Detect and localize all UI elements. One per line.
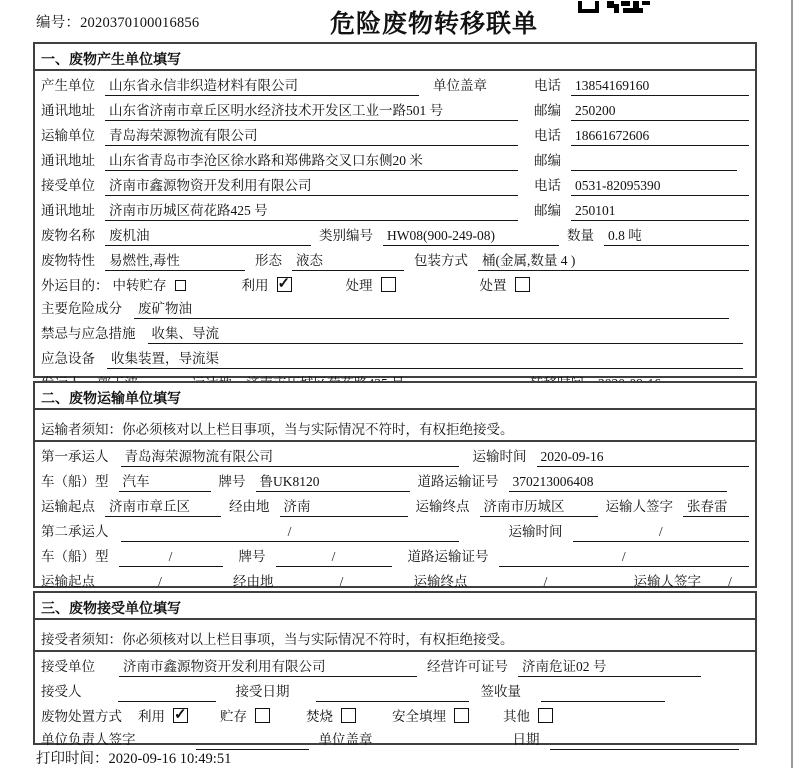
disposal-option-use xyxy=(138,705,188,725)
second-carrier-row xyxy=(41,517,749,542)
section-waste-producer xyxy=(33,42,757,378)
waste-traits-row xyxy=(41,246,749,271)
section3-title: 三、废物接受单位填写 xyxy=(35,593,755,620)
section1-title: 一、废物产生单位填写 xyxy=(35,44,755,71)
produce-unit-value: 山东省永信非织造材料有限公司 xyxy=(105,74,419,96)
taboo-measures-row xyxy=(41,319,749,344)
receiver-notice: 接受者须知：你必须核对以上栏目事项，当与实际情况不符时，有权拒绝接受。 xyxy=(35,620,755,652)
section-waste-receiver xyxy=(33,591,757,745)
receiver-address-value: 济南市历城区荷花路425 号 xyxy=(105,199,518,221)
waste-category-label: 类别编号 xyxy=(319,228,373,243)
package-label: 包装方式 xyxy=(414,253,468,268)
received-qty-label: 签收量 xyxy=(480,684,521,699)
hazard-component-value: 废矿物油 xyxy=(134,297,729,319)
carrier-tel-label: 电话 xyxy=(534,128,561,143)
route2-start-label: 运输起点 xyxy=(41,574,95,589)
disposal-option-label: 利用 xyxy=(138,709,165,724)
hazard-component-row xyxy=(41,294,749,319)
receive-unit-row xyxy=(41,652,749,677)
license-label: 经营许可证号 xyxy=(427,659,508,674)
route-via-value: 济南 xyxy=(280,495,408,517)
accept-date-label: 接受日期 xyxy=(235,684,290,699)
license-value: 济南危证02 号 xyxy=(518,655,701,677)
qr-code-icon xyxy=(578,0,650,18)
first-carrier-value: 青岛海荣源物流有限公司 xyxy=(121,445,459,467)
purpose-option-use xyxy=(242,274,292,294)
waste-name-label: 废物名称 xyxy=(41,228,95,243)
hazard-component-label: 主要危险成分 xyxy=(41,301,122,316)
carrier-address-row xyxy=(41,146,749,171)
accept-date-value xyxy=(316,684,469,702)
accept-row xyxy=(41,677,749,702)
disposal-option-label: 贮存 xyxy=(220,709,247,724)
purpose-option-label: 利用 xyxy=(241,278,269,293)
second-carrier-label: 第二承运人 xyxy=(41,524,109,539)
checkbox-icon xyxy=(175,280,186,291)
carrier-zip-value xyxy=(571,153,737,171)
produce-address-row xyxy=(41,96,749,121)
carrier-address-value: 山东省青岛市李沧区徐水路和郑佛路交叉口东侧20 米 xyxy=(105,149,518,171)
disposal-method-row xyxy=(41,702,749,725)
doc-number-value: 2020370100016856 xyxy=(80,15,200,31)
waste-form-label: 形态 xyxy=(255,253,282,268)
disposal-option-storage xyxy=(220,705,270,725)
doc-number-line xyxy=(36,11,199,32)
taboo-measures-label: 禁忌与应急措施 xyxy=(41,326,136,341)
route2-end-label: 运输终点 xyxy=(413,574,468,589)
receiver-address-row xyxy=(41,196,749,221)
purpose-option-transfer-storage xyxy=(113,274,186,294)
second-carrier-value: / xyxy=(121,524,459,542)
plate-value: 鲁UK8120 xyxy=(256,470,410,492)
purpose-option-label: 处理 xyxy=(345,278,373,293)
transporter2-sign-value: / xyxy=(711,574,749,592)
package-value: 桶(金属,数量 4 ) xyxy=(478,249,749,271)
transport-time2-label: 运输时间 xyxy=(508,524,563,539)
waste-form-value: 液态 xyxy=(292,249,404,271)
section-waste-transporter xyxy=(33,381,757,588)
produce-unit-label: 产生单位 xyxy=(41,78,95,93)
waste-category-value: HW08(900-249-08) xyxy=(383,228,559,246)
plate2-value: / xyxy=(276,549,392,567)
vehicle2-row xyxy=(41,542,749,567)
vehicle-type-label: 车（船）型 xyxy=(41,474,109,489)
road-permit-value: 370213006408 xyxy=(509,474,728,492)
accept-person-value xyxy=(118,684,216,702)
disposal-option-label: 焚烧 xyxy=(306,709,333,724)
receive-date-value xyxy=(550,732,740,750)
transport-time-label: 运输时间 xyxy=(472,449,527,464)
receiver-address-label: 通讯地址 xyxy=(41,203,95,218)
print-time-value: 2020-09-16 10:49:51 xyxy=(108,751,232,767)
transporter2-sign-label: 运输人签字 xyxy=(633,574,701,589)
route2-row xyxy=(41,567,749,592)
disposal-option-label: 安全填埋 xyxy=(392,709,446,724)
purpose-option-label: 处置 xyxy=(479,278,507,293)
checkbox-icon xyxy=(381,277,396,292)
plate-label: 牌号 xyxy=(218,474,246,489)
road-permit-label: 道路运输证号 xyxy=(417,474,499,489)
waste-qty-value: 0.8 吨 xyxy=(604,224,749,246)
plate2-label: 牌号 xyxy=(238,549,266,564)
checkbox-checked-icon xyxy=(277,277,292,292)
transfer-purpose-label: 外运目的： xyxy=(41,278,109,293)
carrier-unit-label: 运输单位 xyxy=(41,128,95,143)
produce-address-value: 山东省济南市章丘区明水经济技术开发区工业一路501 号 xyxy=(105,99,518,121)
produce-zip-value: 250200 xyxy=(571,103,749,121)
receive-date-label: 日期 xyxy=(512,732,540,747)
checkbox-icon xyxy=(454,708,469,723)
waste-traits-label: 废物特性 xyxy=(41,253,95,268)
transporter-sign-label: 运输人签字 xyxy=(605,499,673,514)
section1-rows xyxy=(35,71,755,394)
receiver-unit-row xyxy=(41,171,749,196)
vehicle-type2-label: 车（船）型 xyxy=(41,549,109,564)
transport-time-value: 2020-09-16 xyxy=(537,449,750,467)
route-start-label: 运输起点 xyxy=(41,499,95,514)
vehicle1-row xyxy=(41,467,749,492)
route-end-label: 运输终点 xyxy=(415,499,470,514)
checkbox-icon xyxy=(538,708,553,723)
carrier-unit-row xyxy=(41,121,749,146)
transporter-sign-value: 张春雷 xyxy=(683,495,749,517)
first-carrier-row xyxy=(41,442,749,467)
transport-time2-value: / xyxy=(573,524,750,542)
emergency-equipment-value: 收集装置，导流渠 xyxy=(107,347,743,369)
produce-zip-label: 邮编 xyxy=(534,103,561,118)
checkbox-icon xyxy=(341,708,356,723)
receiver-tel-value: 0531-82095390 xyxy=(571,178,749,196)
route2-end-value: / xyxy=(478,574,614,592)
disposal-method-label: 废物处置方式 xyxy=(41,709,122,724)
doc-number-label: 编号： xyxy=(36,15,81,31)
produce-unit-row xyxy=(41,71,749,96)
disposal-option-landfill xyxy=(392,705,469,725)
accept-person-label: 接受人 xyxy=(41,684,82,699)
route-start-value: 济南市章丘区 xyxy=(105,495,221,517)
section3-rows xyxy=(35,652,755,750)
purpose-option-treat xyxy=(346,274,396,294)
purpose-option-label: 中转贮存 xyxy=(112,278,167,293)
road-permit2-value: / xyxy=(499,549,750,567)
road-permit2-label: 道路运输证号 xyxy=(407,549,489,564)
disposal-option-label: 其他 xyxy=(503,709,530,724)
received-qty-value xyxy=(541,684,665,702)
print-time-label: 打印时间： xyxy=(36,751,109,767)
carrier-tel-value: 18661672606 xyxy=(571,128,749,146)
emergency-equipment-row xyxy=(41,344,749,369)
carrier-address-label: 通讯地址 xyxy=(41,153,95,168)
route1-row xyxy=(41,492,749,517)
waste-qty-label: 数量 xyxy=(567,228,594,243)
purpose-option-dispose xyxy=(480,274,530,294)
vehicle-type2-value: / xyxy=(119,549,223,567)
route2-via-value: / xyxy=(284,574,400,592)
receiver-seal-label: 单位盖章 xyxy=(318,732,373,747)
route-end-value: 济南市历城区 xyxy=(480,495,598,517)
responsible-sign-label: 单位负责人签字 xyxy=(41,732,136,747)
produce-tel-label: 电话 xyxy=(534,78,561,93)
vehicle-type-value: 汽车 xyxy=(119,470,211,492)
emergency-equipment-label: 应急设备 xyxy=(41,351,95,366)
receiver-tel-label: 电话 xyxy=(534,178,561,193)
waste-name-row xyxy=(41,221,749,246)
carrier-zip-label: 邮编 xyxy=(534,153,561,168)
disposal-option-other xyxy=(503,705,553,725)
taboo-measures-value: 收集、导流 xyxy=(148,322,744,344)
transporter-notice: 运输者须知：你必须核对以上栏目事项，当与实际情况不符时，有权拒绝接受。 xyxy=(35,410,755,442)
page-title: 危险废物转移联单 xyxy=(330,9,539,38)
produce-address-label: 通讯地址 xyxy=(41,103,95,118)
section2-title: 二、废物运输单位填写 xyxy=(35,383,755,410)
receiver-zip-label: 邮编 xyxy=(534,203,561,218)
transfer-purpose-row xyxy=(41,271,749,294)
waste-name-value: 废机油 xyxy=(105,224,311,246)
first-carrier-label: 第一承运人 xyxy=(41,449,109,464)
receiver-zip-value: 250101 xyxy=(571,203,749,221)
produce-tel-value: 13854169160 xyxy=(571,78,749,96)
waste-traits-value: 易燃性,毒性 xyxy=(105,249,245,271)
disposal-option-incinerate xyxy=(306,705,356,725)
carrier-unit-value: 青岛海荣源物流有限公司 xyxy=(105,124,518,146)
receiver-unit-label: 接受单位 xyxy=(41,178,95,193)
section2-rows xyxy=(35,442,755,592)
receive-unit-value: 济南市鑫源物资开发利用有限公司 xyxy=(119,655,417,677)
route2-start-value: / xyxy=(105,574,215,592)
page-edge-line xyxy=(791,0,793,768)
unit-seal-label: 单位盖章 xyxy=(433,78,487,93)
print-time-line xyxy=(36,747,231,768)
route2-via-label: 经由地 xyxy=(233,574,274,589)
checkbox-checked-icon xyxy=(173,708,188,723)
receiver-unit-value: 济南市鑫源物资开发利用有限公司 xyxy=(105,174,518,196)
receive-unit-label: 接受单位 xyxy=(41,659,95,674)
route-via-label: 经由地 xyxy=(229,499,270,514)
checkbox-icon xyxy=(255,708,270,723)
checkbox-icon xyxy=(515,277,530,292)
